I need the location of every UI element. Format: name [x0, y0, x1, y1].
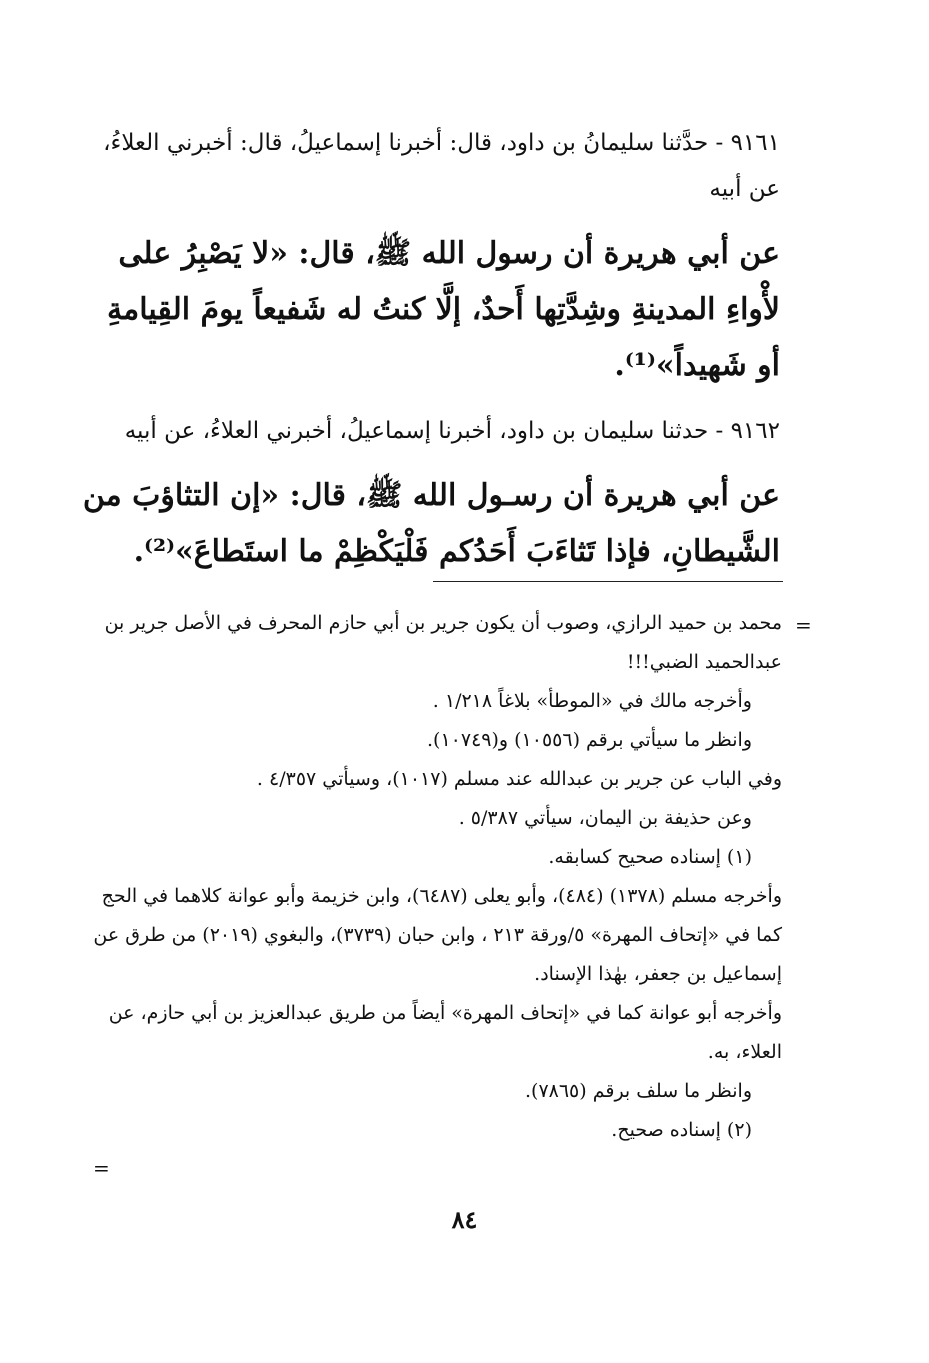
hadith-9161-chain: ٩١٦١ - حدَّثنا سليمانُ بن داود، قال: أخبرنا إسماعيلُ، قال: أخبرني العلاءُ، عن أبيه: [103, 130, 780, 202]
footnote-line: وفي الباب عن جرير بن عبدالله عند مسلم (١٠١٧)، وسيأتي ٤/٣٥٧ .: [256, 768, 782, 790]
page-number: ٨٤: [451, 1205, 478, 1234]
footnote-line: وأخرجه أبو عوانة كما في «إتحاف المهرة» أيضاً من طريق عبدالعزيز بن أبي حازم، عن العلاء، به.: [108, 1002, 782, 1063]
footnote-1-marker-line: (١) إسناده صحيح كسابقه.: [548, 846, 752, 868]
footnotes: [82, 604, 782, 1150]
continuation-mark-top: =: [795, 613, 812, 637]
hadith-9161-text: عن أبي هريرة أن رسول الله ﷺ، قال: «لا يَصْبِرُ على لأْواءِ المدينةِ وشِدَّتِها أَحدٌ، إلَّا كنتُ له شَفيعاً يومَ القِيامةِ أو شَهيداً»⁽¹⁾.: [107, 236, 780, 383]
main-text: [80, 120, 780, 580]
footnote-line: وعن حذيفة بن اليمان، سيأتي ٥/٣٨٧ .: [458, 807, 752, 829]
footnote-line: محمد بن حميد الرازي، وصوب أن يكون جرير بن أبي حازم المحرف في الأصل جرير بن عبدالحميد الضبي!!!: [104, 612, 782, 673]
hadith-9162-text: عن أبي هريرة أن رسـول الله ﷺ، قال: «إن التثاؤبَ من الشَّيطانِ، فإذا تَثاءَبَ أَحَدُكم فَلْيَكْظِمْ ما استَطاعَ»⁽²⁾.: [82, 478, 780, 569]
hadith-9162-chain: ٩١٦٢ - حدثنا سليمان بن داود، أخبرنا إسماعيلُ، أخبرني العلاءُ، عن أبيه: [124, 418, 780, 444]
footnote-separator: [433, 581, 783, 582]
footnote-2-marker-line: (٢) إسناده صحيح.: [611, 1119, 752, 1141]
footnote-line: وانظر ما سيأتي برقم (١٠٥٥٦) و(١٠٧٤٩).: [427, 729, 752, 751]
footnote-line: وأخرجه مسلم (١٣٧٨) (٤٨٤)، وأبو يعلى (٦٤٨٧)، وابن خزيمة وأبو عوانة كلاهما في الحج كما في «إتحاف المهرة» ٥/ورقة ٢١٣ ، وابن حبان (٣٧٣٩)، والبغوي (٢٠١٩) من طرق عن إسماعيل بن جعفر، بهٰذا الإسناد.: [93, 885, 782, 985]
footnote-line: وأخرجه مالك في «الموطأ» بلاغاً ١/٢١٨ .: [432, 690, 752, 712]
footnote-line: وانظر ما سلف برقم (٧٨٦٥).: [524, 1080, 752, 1102]
continuation-mark-bottom: =: [93, 1156, 110, 1180]
